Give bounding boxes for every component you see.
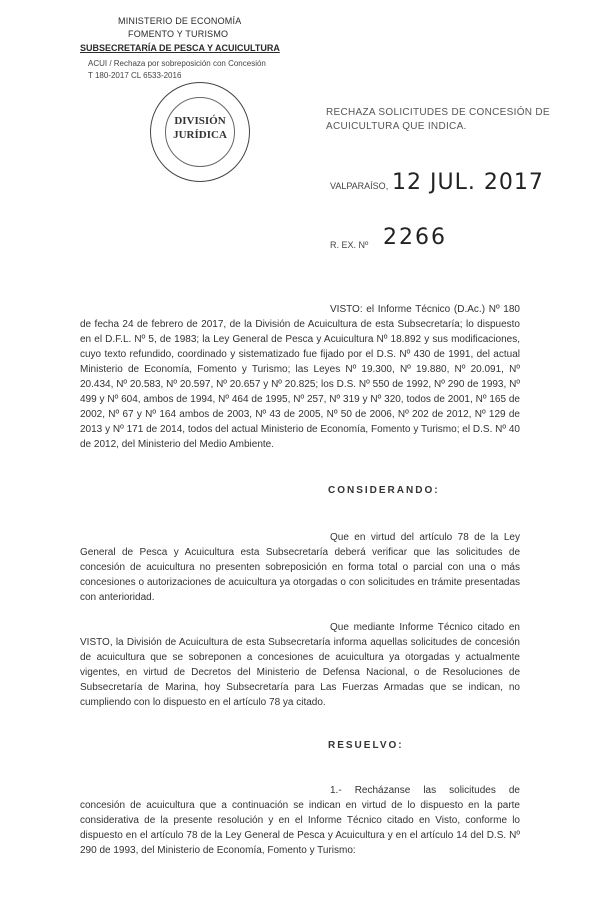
considerando-heading: CONSIDERANDO: [328, 485, 440, 496]
considerando-paragraph-1: Que en virtud del artículo 78 de la Ley General de Pesca y Acuicultura esta Subsecretaría deberá verificar que las solicitudes de concesión de acuicultura no presenten sobreposición en forma total o parcial con una o más concesiones o autorizaciones de acuicultura ya otorgadas o con solicitudes en trámite presentadas con anterioridad. [80, 532, 520, 603]
document-title-line-2: ACUICULTURA QUE INDICA. [326, 121, 467, 132]
ministry-line-2: FOMENTO Y TURISMO [128, 29, 229, 39]
reference-line-2: T 180-2017 CL 6533-2016 [88, 71, 182, 80]
visto-paragraph: VISTO: el Informe Técnico (D.Ac.) Nº 180 de fecha 24 de febrero de 2017, de la División de Acuicultura de esta Subsecretaría; lo dispuesto en el D.F.L. Nº 5, de 1983; la Ley General de Pesca y Acuicultura Nº 18.892 y sus modificaciones, cuyo texto refundido, coordinado y sistematizado fue fijado por el D.S. Nº 430 de 1991, del actual Ministerio de Economía, Fomento y Turismo; las Leyes Nº 19.300, Nº 19.880, Nº 20.091, Nº 20.434, Nº 20.583, Nº 20.597, Nº 20.657 y Nº 20.825; los D.S. Nº 550 de 1992, Nº 290 de 1993, Nº 499 y Nº 604, ambos de 1994, Nº 464 de 1995, Nº 257, Nº 319 y Nº 320, todos de 2001, Nº 165 de 2002, Nº 67 y Nº 164 ambos de 2003, Nº 43 de 2005, Nº 50 de 2006, Nº 202 de 2012, Nº 129 de 2013 y Nº 171 de 2014, todos del actual Ministerio de Economía, Fomento y Turismo; el D.S. Nº 40 de 2012, del Ministerio del Medio Ambiente. [80, 304, 520, 450]
considerando-paragraph-2: Que mediante Informe Técnico citado en VISTO, la División de Acuicultura de esta Subsecretaría informa aquellas solicitudes de concesión de acuicultura que se sobreponen a concesiones de acuicultura ya otorgadas y actualmente vigentes, en virtud de Decretos del Ministerio de Defensa Nacional, o de Resoluciones de Subsecretaría de Marina, hoy Subsecretaría para Las Fuerzas Armadas que se indican, no cumpliendo con lo dispuesto en el artículo 78 ya citado. [80, 622, 520, 708]
stamp-line-1: DIVISIÓN [174, 115, 226, 127]
subsecretaria-line: SUBSECRETARÍA DE PESCA Y ACUICULTURA [80, 43, 280, 53]
resuelvo-heading: RESUELVO: [328, 740, 404, 751]
stamp-line-2: JURÍDICA [173, 129, 227, 141]
ministry-line-1: MINISTERIO DE ECONOMÍA [118, 16, 242, 26]
resuelvo-paragraph-1: 1.- Recházanse las solicitudes de concesión de acuicultura que a continuación se indican en virtud de lo dispuesto en la parte considerativa de la presente resolución y en el Informe Técnico citado en Visto, conforme lo dispuesto en el artículo 78 de la Ley General de Pesca y Acuicultura y en el artículo 14 del D.S. Nº 290 de 1993, del Ministerio de Economía, Fomento y Turismo: [80, 785, 520, 856]
division-juridica-stamp [150, 82, 250, 182]
reference-line-1: ACUI / Rechaza por sobreposición con Concesión [88, 59, 266, 68]
document-date: 12 JUL. 2017 [392, 170, 544, 195]
place-label: VALPARAÍSO, [330, 181, 389, 191]
document-title-line-1: RECHAZA SOLICITUDES DE CONCESIÓN DE [326, 107, 550, 118]
resolution-number: 2266 [383, 225, 447, 250]
resolution-label: R. EX. Nº [330, 240, 369, 250]
